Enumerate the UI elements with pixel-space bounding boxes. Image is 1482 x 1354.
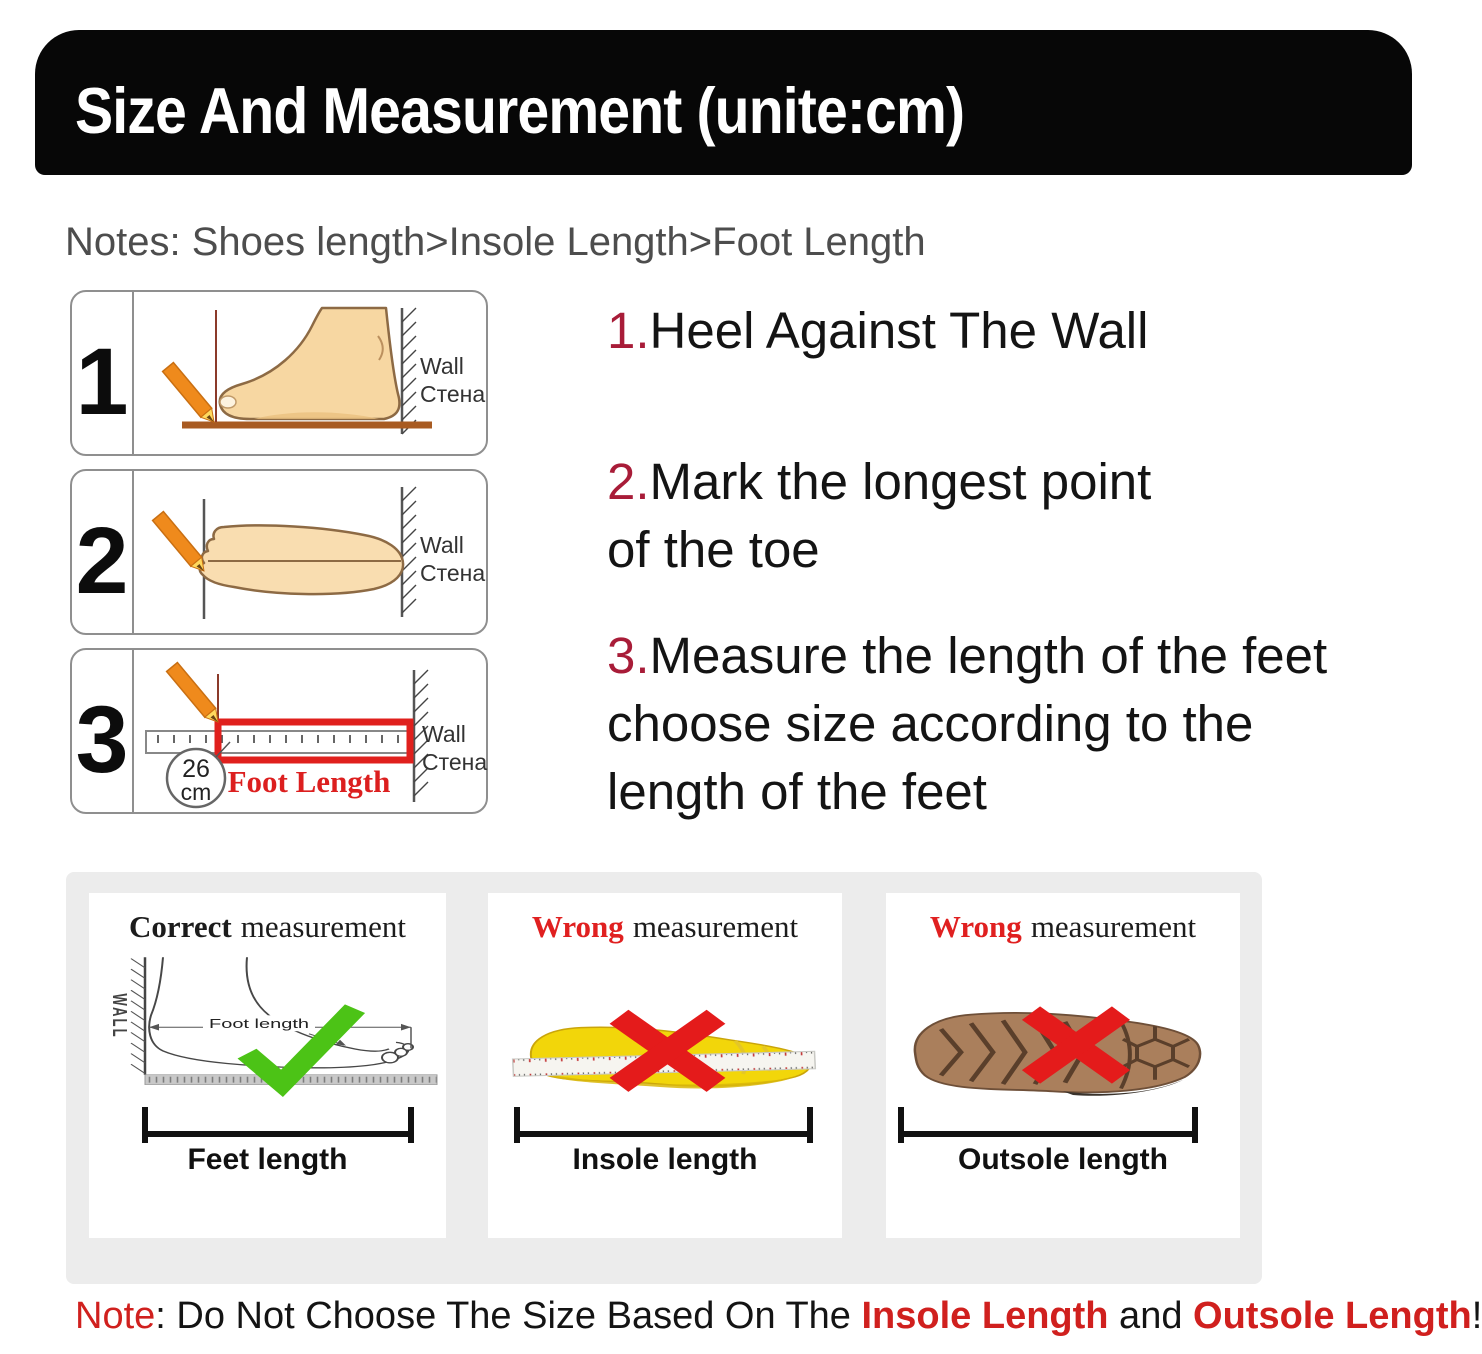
step-2-card: [70, 469, 488, 635]
card-correct-measurement: [89, 893, 446, 1238]
step-1-number: 1: [72, 292, 134, 454]
step-2-illustration: [134, 471, 486, 631]
instruction-2-line1: Mark the longest point: [649, 453, 1152, 510]
bracket-label: Feet length: [187, 1143, 348, 1176]
instruction-3-line3: length of the feet: [607, 763, 987, 820]
measure-bracket: [488, 1105, 842, 1145]
foot-side-illustration: [220, 308, 400, 419]
instruction-2-line2: of the toe: [607, 521, 820, 578]
card-wrong-outsole: [886, 893, 1240, 1238]
foot-length-inner-label: Foot length: [208, 1016, 310, 1031]
wall-label-en: Wall: [422, 721, 466, 747]
note-outsole-length: Outsole Length: [1193, 1295, 1472, 1337]
footer-note: [75, 1292, 1482, 1340]
card-1-title-rest: measurement: [240, 909, 406, 944]
step-3-card: [70, 648, 488, 814]
insole-diagram: [495, 948, 835, 1100]
circle-value: 26: [182, 755, 210, 783]
wall-vertical-label: WALL: [108, 993, 131, 1039]
card-2-title: [488, 909, 842, 945]
step-3-number: 3: [72, 650, 134, 812]
wall-label-ru: Стена: [420, 560, 486, 586]
card-wrong-insole: [488, 893, 842, 1238]
card-3-title: [886, 909, 1240, 945]
note-body: Do Not Choose The Size Based On The: [165, 1295, 862, 1337]
instruction-1-line1: Heel Against The Wall: [649, 302, 1149, 359]
instruction-1: [607, 297, 1407, 365]
instruction-3-line1: Measure the length of the feet: [649, 627, 1328, 684]
wall-hatch: [402, 487, 416, 617]
measure-bracket: [886, 1105, 1240, 1145]
card-3-title-accent: Wrong: [929, 909, 1022, 944]
instruction-3-number: 3.: [607, 627, 650, 684]
card-2-title-accent: Wrong: [531, 909, 624, 944]
notes-line: Notes: Shoes length>Insole Length>Foot Length: [65, 220, 926, 264]
outsole-diagram: [893, 948, 1233, 1100]
card-1-title-accent: Correct: [129, 909, 232, 944]
instruction-3: [607, 622, 1407, 826]
bracket-label: Outsole length: [958, 1143, 1168, 1176]
wall-label-ru: Стена: [420, 381, 486, 407]
pencil-icon: [163, 363, 214, 423]
note-exclamation: !: [1471, 1295, 1482, 1337]
note-label: Note: [75, 1295, 156, 1337]
wall-hatch: [131, 957, 145, 1074]
note-and: and: [1108, 1295, 1194, 1337]
correct-diagram: [97, 948, 437, 1100]
instruction-1-number: 1.: [607, 302, 650, 359]
card-1-title: [89, 909, 446, 945]
page-title: Size And Measurement (unite:cm): [75, 74, 965, 147]
card-3-title-rest: measurement: [1030, 909, 1197, 944]
step-1-card: [70, 290, 488, 456]
instruction-3-line2: choose size according to the: [607, 695, 1254, 752]
wall-label-ru: Стена: [422, 749, 488, 775]
foot-top-illustration: [200, 525, 403, 594]
instruction-2-number: 2.: [607, 453, 650, 510]
pencil-icon: [153, 512, 204, 572]
header-banner: [35, 30, 1412, 175]
wall-hatch: [402, 308, 416, 434]
foot-length-label: Foot Length: [227, 764, 391, 799]
circle-unit: cm: [180, 779, 212, 805]
pencil-icon: [167, 663, 218, 723]
step-3-illustration: [134, 650, 486, 810]
wall-label-en: Wall: [420, 532, 464, 558]
foot-length-measure-line: [149, 1015, 411, 1048]
note-insole-length: Insole Length: [861, 1295, 1109, 1337]
wall-label-en: Wall: [420, 353, 464, 379]
measure-bracket: [89, 1105, 446, 1145]
card-2-title-rest: measurement: [632, 909, 799, 944]
step-1-illustration: [134, 292, 486, 452]
note-colon: :: [155, 1295, 166, 1337]
foot-outline-sketch: [149, 957, 413, 1068]
instruction-2: [607, 448, 1407, 584]
bracket-label: Insole length: [572, 1143, 758, 1176]
step-2-number: 2: [72, 471, 134, 633]
